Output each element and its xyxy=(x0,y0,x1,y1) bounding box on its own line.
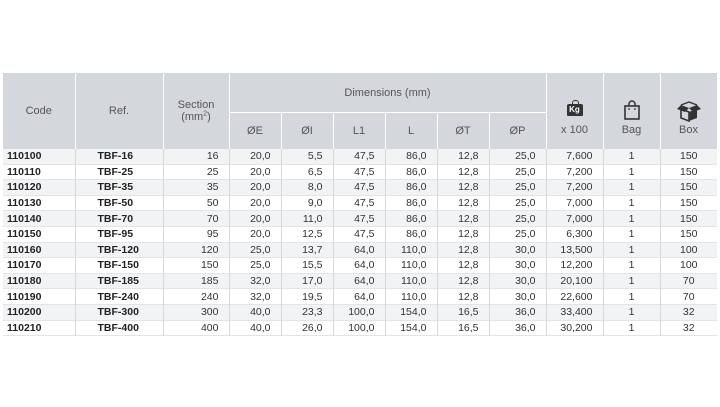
cell-weight: 20,100 xyxy=(546,273,603,289)
cell-dim-l1: 47,5 xyxy=(333,149,385,164)
header-section-unit: $(mm^2)$ xyxy=(181,110,211,124)
cell-dim-l1: 47,5 xyxy=(333,164,385,180)
header-dim-op: ØP xyxy=(489,113,546,150)
cell-dim-oe: 20,0 xyxy=(229,164,281,180)
cell-ref: TBF-35 xyxy=(75,180,163,196)
cell-dim-l1: 64,0 xyxy=(333,273,385,289)
cell-code: 110140 xyxy=(3,211,75,227)
cell-section: 35 xyxy=(163,180,229,196)
header-code: Code xyxy=(3,73,75,149)
cell-section: 95 xyxy=(163,226,229,242)
cell-dim-ot: 12,8 xyxy=(437,258,489,274)
header-ref: Ref. xyxy=(75,73,163,149)
cell-dim-oi: 8,0 xyxy=(281,180,333,196)
cell-dim-l: 86,0 xyxy=(385,164,437,180)
cell-bag: 1 xyxy=(603,195,660,211)
cell-code: 110190 xyxy=(3,289,75,305)
cell-box: 70 xyxy=(660,273,717,289)
header-dim-oi: ØI xyxy=(281,113,333,150)
cell-dim-oi: 13,7 xyxy=(281,242,333,258)
cell-weight: 7,200 xyxy=(546,164,603,180)
cell-dim-l: 110,0 xyxy=(385,242,437,258)
cell-section: 300 xyxy=(163,304,229,320)
cell-dim-l: 86,0 xyxy=(385,149,437,164)
cell-weight: 33,400 xyxy=(546,304,603,320)
cell-dim-oi: 19,5 xyxy=(281,289,333,305)
cell-section: 150 xyxy=(163,258,229,274)
cell-dim-l: 86,0 xyxy=(385,180,437,196)
product-table-body xyxy=(3,149,717,336)
cell-box: 32 xyxy=(660,320,717,336)
cell-code: 110180 xyxy=(3,273,75,289)
header-weight xyxy=(546,73,603,149)
cell-weight: 22,600 xyxy=(546,289,603,305)
cell-ref: TBF-300 xyxy=(75,304,163,320)
cell-box: 150 xyxy=(660,195,717,211)
cell-section: 400 xyxy=(163,320,229,336)
cell-dim-ot: 16,5 xyxy=(437,320,489,336)
cell-code: 110120 xyxy=(3,180,75,196)
cell-bag: 1 xyxy=(603,164,660,180)
table-row xyxy=(3,289,717,305)
cell-box: 150 xyxy=(660,164,717,180)
cell-section: 185 xyxy=(163,273,229,289)
cell-dim-oi: 15,5 xyxy=(281,258,333,274)
cell-section: 16 xyxy=(163,149,229,164)
cell-section: 25 xyxy=(163,164,229,180)
cell-dim-ot: 12,8 xyxy=(437,211,489,227)
header-dim-ot: ØT xyxy=(437,113,489,150)
cell-dim-oi: 23,3 xyxy=(281,304,333,320)
cell-dim-op: 25,0 xyxy=(489,195,546,211)
cell-weight: 7,000 xyxy=(546,195,603,211)
header-section xyxy=(163,73,229,149)
cell-box: 70 xyxy=(660,289,717,305)
cell-dim-l1: 100,0 xyxy=(333,304,385,320)
cell-ref: TBF-120 xyxy=(75,242,163,258)
cell-code: 110170 xyxy=(3,258,75,274)
cell-ref: TBF-25 xyxy=(75,164,163,180)
cell-dim-ot: 12,8 xyxy=(437,180,489,196)
cell-dim-op: 36,0 xyxy=(489,304,546,320)
cell-dim-oi: 17,0 xyxy=(281,273,333,289)
cell-ref: TBF-150 xyxy=(75,258,163,274)
cell-bag: 1 xyxy=(603,273,660,289)
cell-dim-oi: 11,0 xyxy=(281,211,333,227)
cell-section: 70 xyxy=(163,211,229,227)
open-box-icon xyxy=(661,100,717,122)
cell-dim-l: 86,0 xyxy=(385,211,437,227)
cell-dim-oi: 9,0 xyxy=(281,195,333,211)
cell-bag: 1 xyxy=(603,258,660,274)
cell-ref: TBF-50 xyxy=(75,195,163,211)
table-row xyxy=(3,320,717,336)
cell-box: 150 xyxy=(660,211,717,227)
cell-box: 150 xyxy=(660,180,717,196)
cell-weight: 30,200 xyxy=(546,320,603,336)
cell-ref: TBF-16 xyxy=(75,149,163,164)
cell-dim-l: 154,0 xyxy=(385,304,437,320)
header-dim-oe: ØE xyxy=(229,113,281,150)
header-dimensions: Dimensions (mm) xyxy=(229,73,546,113)
cell-dim-oi: 6,5 xyxy=(281,164,333,180)
cell-weight: 13,500 xyxy=(546,242,603,258)
cell-code: 110150 xyxy=(3,226,75,242)
header-box-label: Box xyxy=(679,124,698,136)
cell-dim-l1: 47,5 xyxy=(333,195,385,211)
cell-dim-op: 36,0 xyxy=(489,320,546,336)
cell-code: 110160 xyxy=(3,242,75,258)
cell-bag: 1 xyxy=(603,211,660,227)
cell-section: 240 xyxy=(163,289,229,305)
cell-dim-op: 30,0 xyxy=(489,273,546,289)
cell-ref: TBF-185 xyxy=(75,273,163,289)
cell-bag: 1 xyxy=(603,242,660,258)
header-dim-l1: L1 xyxy=(333,113,385,150)
cell-dim-ot: 12,8 xyxy=(437,273,489,289)
cell-ref: TBF-95 xyxy=(75,226,163,242)
cell-bag: 1 xyxy=(603,149,660,164)
table-row xyxy=(3,149,717,164)
table-row xyxy=(3,273,717,289)
cell-weight: 12,200 xyxy=(546,258,603,274)
cell-box: 100 xyxy=(660,242,717,258)
cell-dim-oe: 20,0 xyxy=(229,149,281,164)
cell-dim-oe: 20,0 xyxy=(229,180,281,196)
header-bag xyxy=(603,73,660,149)
header-box xyxy=(660,73,717,149)
cell-dim-op: 30,0 xyxy=(489,242,546,258)
table-row xyxy=(3,195,717,211)
cell-dim-oi: 12,5 xyxy=(281,226,333,242)
cell-bag: 1 xyxy=(603,289,660,305)
cell-dim-l: 154,0 xyxy=(385,320,437,336)
cell-dim-ot: 12,8 xyxy=(437,289,489,305)
table-row xyxy=(3,258,717,274)
shopping-bag-icon xyxy=(604,100,660,122)
cell-dim-l: 110,0 xyxy=(385,258,437,274)
cell-dim-l1: 47,5 xyxy=(333,180,385,196)
header-bag-label: Bag xyxy=(621,124,642,136)
cell-dim-ot: 12,8 xyxy=(437,195,489,211)
cell-bag: 1 xyxy=(603,180,660,196)
cell-dim-op: 25,0 xyxy=(489,164,546,180)
cell-code: 110200 xyxy=(3,304,75,320)
header-weight-label: x 100 xyxy=(561,124,588,136)
cell-dim-l: 110,0 xyxy=(385,289,437,305)
cell-dim-l: 110,0 xyxy=(385,273,437,289)
cell-bag: 1 xyxy=(603,320,660,336)
cell-dim-op: 25,0 xyxy=(489,226,546,242)
product-table xyxy=(3,73,718,336)
cell-dim-op: 25,0 xyxy=(489,149,546,164)
table-row xyxy=(3,211,717,227)
cell-dim-l1: 64,0 xyxy=(333,258,385,274)
cell-box: 150 xyxy=(660,226,717,242)
header-section-label: Section xyxy=(177,98,215,111)
cell-section: 120 xyxy=(163,242,229,258)
cell-weight: 6,300 xyxy=(546,226,603,242)
cell-dim-oe: 20,0 xyxy=(229,226,281,242)
cell-bag: 1 xyxy=(603,226,660,242)
cell-dim-l: 86,0 xyxy=(385,226,437,242)
cell-dim-l1: 47,5 xyxy=(333,211,385,227)
cell-box: 32 xyxy=(660,304,717,320)
cell-dim-l: 86,0 xyxy=(385,195,437,211)
cell-dim-l1: 64,0 xyxy=(333,242,385,258)
cell-bag: 1 xyxy=(603,304,660,320)
cell-ref: TBF-400 xyxy=(75,320,163,336)
cell-box: 150 xyxy=(660,149,717,164)
cell-dim-oe: 25,0 xyxy=(229,258,281,274)
cell-code: 110130 xyxy=(3,195,75,211)
cell-dim-op: 30,0 xyxy=(489,258,546,274)
cell-code: 110210 xyxy=(3,320,75,336)
header-dim-l: L xyxy=(385,113,437,150)
table-row xyxy=(3,226,717,242)
cell-box: 100 xyxy=(660,258,717,274)
cell-dim-op: 25,0 xyxy=(489,211,546,227)
cell-dim-l1: 64,0 xyxy=(333,289,385,305)
cell-weight: 7,600 xyxy=(546,149,603,164)
table-row xyxy=(3,180,717,196)
cell-weight: 7,000 xyxy=(546,211,603,227)
cell-dim-ot: 12,8 xyxy=(437,149,489,164)
table-row xyxy=(3,164,717,180)
table-row xyxy=(3,242,717,258)
cell-dim-oe: 40,0 xyxy=(229,320,281,336)
cell-dim-ot: 12,8 xyxy=(437,242,489,258)
cell-weight: 7,200 xyxy=(546,180,603,196)
cell-dim-ot: 12,8 xyxy=(437,226,489,242)
cell-dim-l1: 47,5 xyxy=(333,226,385,242)
cell-dim-oe: 32,0 xyxy=(229,289,281,305)
cell-dim-op: 25,0 xyxy=(489,180,546,196)
cell-dim-oe: 20,0 xyxy=(229,211,281,227)
cell-dim-oe: 25,0 xyxy=(229,242,281,258)
cell-dim-ot: 16,5 xyxy=(437,304,489,320)
cell-ref: TBF-70 xyxy=(75,211,163,227)
cell-ref: TBF-240 xyxy=(75,289,163,305)
table-row xyxy=(3,304,717,320)
product-table-container xyxy=(3,73,717,336)
cell-code: 110100 xyxy=(3,149,75,164)
cell-dim-oe: 32,0 xyxy=(229,273,281,289)
cell-dim-op: 30,0 xyxy=(489,289,546,305)
cell-dim-ot: 12,8 xyxy=(437,164,489,180)
cell-dim-oe: 40,0 xyxy=(229,304,281,320)
cell-section: 50 xyxy=(163,195,229,211)
cell-dim-l1: 100,0 xyxy=(333,320,385,336)
kg-weight-icon: Kg xyxy=(547,100,603,122)
cell-dim-oe: 20,0 xyxy=(229,195,281,211)
cell-code: 110110 xyxy=(3,164,75,180)
cell-dim-oi: 5,5 xyxy=(281,149,333,164)
cell-dim-oi: 26,0 xyxy=(281,320,333,336)
